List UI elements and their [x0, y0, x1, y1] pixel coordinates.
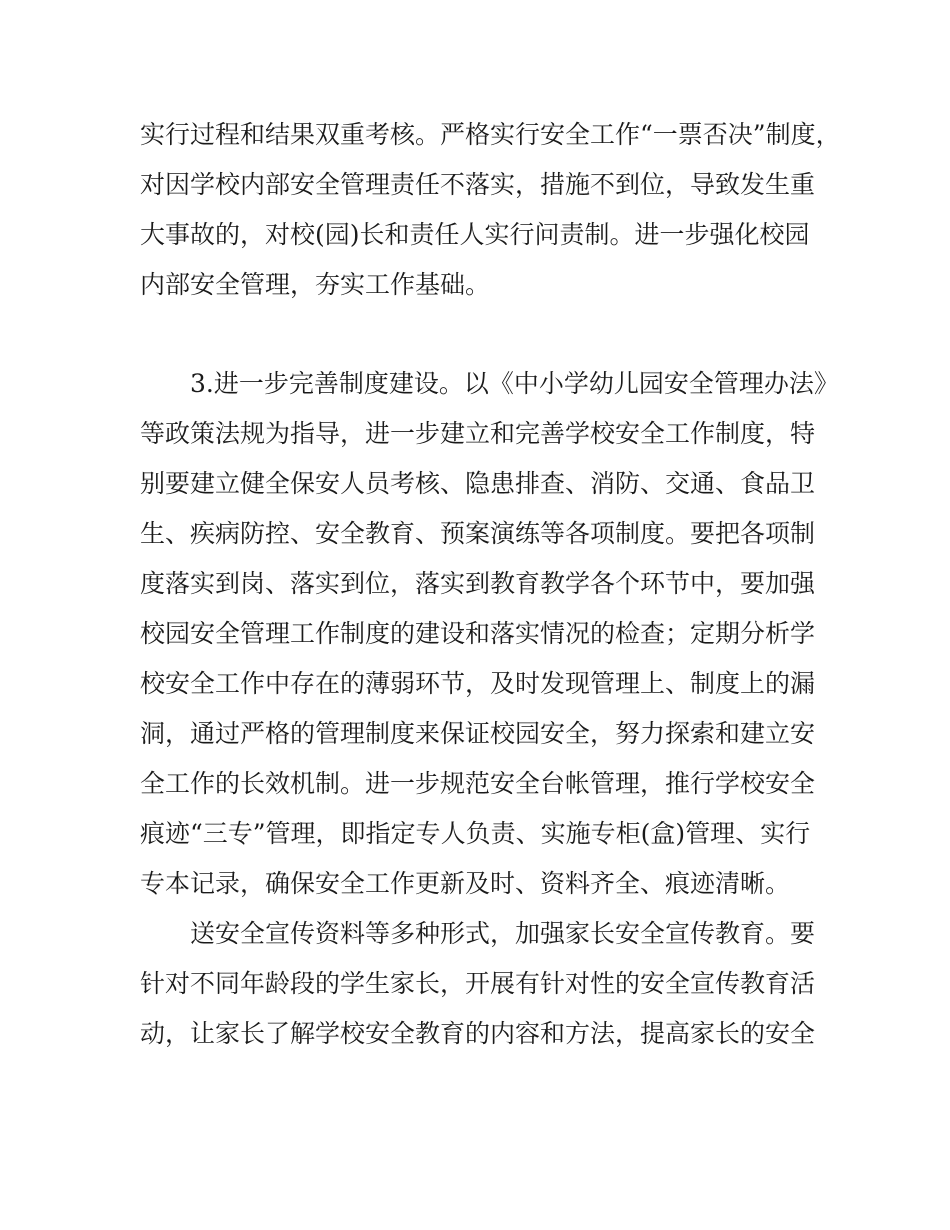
- text-line: 针对不同年龄段的学生家长，开展有针对性的安全宣传教育活: [140, 969, 816, 998]
- text-line: 校园安全管理工作制度的建设和落实情况的检查；定期分析学: [140, 619, 816, 648]
- text-line: 大事故的，对校(园)长和责任人实行问责制。进一步强化校园: [140, 220, 810, 249]
- text-line: 送安全宣传资料等多种形式，加强家长安全宣传教育。要: [190, 919, 816, 948]
- text-line: 专本记录，确保安全工作更新及时、资料齐全、痕迹清晰。: [140, 869, 791, 898]
- text-line: 度落实到岗、落实到位，落实到教育教学各个环节中，要加强: [140, 569, 816, 598]
- text-line: 等政策法规为指导，进一步建立和完善学校安全工作制度，特: [140, 419, 816, 448]
- text-line: 对因学校内部安全管理责任不落实，措施不到位，导致发生重: [140, 170, 816, 199]
- text-line: 校安全工作中存在的薄弱环节，及时发现管理上、制度上的漏: [140, 669, 816, 698]
- text-line: 实行过程和结果双重考核。严格实行安全工作“一票否决”制度，: [140, 120, 841, 149]
- text-line: 内部安全管理，夯实工作基础。: [140, 270, 491, 299]
- text-line: 别要建立健全保安人员考核、隐患排查、消防、交通、食品卫: [140, 469, 816, 498]
- text-line: 痕迹“三专”管理，即指定专人负责、实施专柜(盒)管理、实行: [140, 819, 811, 848]
- text-line: 动，让家长了解学校安全教育的内容和方法，提高家长的安全: [140, 1019, 816, 1048]
- text-line: 洞，通过严格的管理制度来保证校园安全，努力探索和建立安: [140, 719, 816, 748]
- text-line: 生、疾病防控、安全教育、预案演练等各项制度。要把各项制: [140, 519, 816, 548]
- text-line: 3.进一步完善制度建设。以《中小学幼儿园安全管理办法》: [190, 369, 839, 398]
- text-line: 全工作的长效机制。进一步规范安全台帐管理，推行学校安全: [140, 769, 816, 798]
